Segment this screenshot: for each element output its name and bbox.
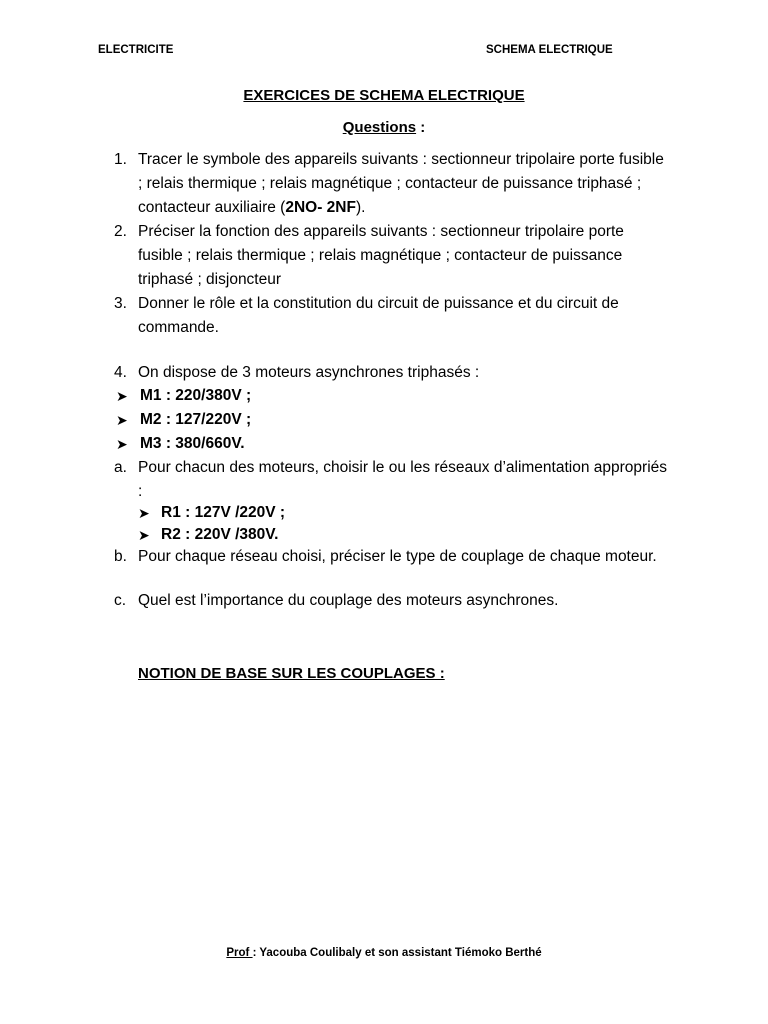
list-item-1-bold: 2NO- 2NF bbox=[285, 199, 356, 216]
network-1-text: R1 : 127V /220V ; bbox=[161, 504, 286, 521]
page-title bbox=[0, 87, 768, 104]
arrow-bullet-icon: ➤ bbox=[116, 388, 128, 404]
page-title-text: EXERCICES DE SCHEMA ELECTRIQUE bbox=[243, 87, 525, 104]
list-item-1-main: Tracer le symbole des appareils suivants : sectionneur tripolaire porte fusible ; relais thermique ; relais magnétique ; contacteur de puissance triphasé ; contacteur auxiliaire ( bbox=[138, 151, 664, 216]
sub-item-b-text: Pour chaque réseau choisi, préciser le type de couplage de chaque moteur. bbox=[138, 548, 657, 565]
motor-1-text: M1 : 220/380V ; bbox=[140, 387, 252, 404]
section-title: NOTION DE BASE SUR LES COUPLAGES : bbox=[138, 665, 445, 682]
sub-item-a-text: Pour chacun des moteurs, choisir le ou les réseaux d’alimentation appropriés : bbox=[138, 459, 668, 500]
sub-marker-b: b. bbox=[114, 548, 127, 565]
questions-colon: : bbox=[416, 119, 426, 136]
sub-marker-a: a. bbox=[114, 459, 127, 476]
footer-text: : Yacouba Coulibaly et son assistant Tiémoko Berthé bbox=[252, 947, 542, 959]
list-marker-1: 1. bbox=[114, 151, 127, 168]
footer-label: Prof bbox=[226, 947, 253, 959]
header-right: SCHEMA ELECTRIQUE bbox=[486, 44, 613, 56]
sub-item-c-text: Quel est l’importance du couplage des moteurs asynchrones. bbox=[138, 592, 559, 609]
arrow-bullet-icon: ➤ bbox=[138, 527, 150, 543]
network-2-text: R2 : 220V /380V. bbox=[161, 526, 279, 543]
questions-heading bbox=[0, 119, 768, 136]
arrow-bullet-icon: ➤ bbox=[116, 412, 128, 428]
questions-label: Questions bbox=[342, 119, 417, 136]
footer bbox=[0, 947, 768, 959]
list-marker-3: 3. bbox=[114, 295, 127, 312]
list-marker-4: 4. bbox=[114, 364, 127, 381]
list-item-1-text bbox=[138, 148, 668, 220]
motor-3-text: M3 : 380/660V. bbox=[140, 435, 245, 452]
arrow-bullet-icon: ➤ bbox=[138, 505, 150, 521]
header-left: ELECTRICITE bbox=[98, 44, 174, 56]
list-item-2-text: Préciser la fonction des appareils suivants : sectionneur tripolaire porte fusible ; relais thermique ; relais magnétique ; contacteur de puissance triphasé ; disjoncteur bbox=[138, 223, 624, 288]
list-item-4-text: On dispose de 3 moteurs asynchrones triphasés : bbox=[138, 364, 480, 381]
motor-2-text: M2 : 127/220V ; bbox=[140, 411, 252, 428]
list-item-1-after: ). bbox=[355, 199, 366, 216]
list-item-3-text: Donner le rôle et la constitution du circuit de puissance et du circuit de commande. bbox=[138, 295, 619, 336]
sub-marker-c: c. bbox=[114, 592, 127, 609]
list-marker-2: 2. bbox=[114, 223, 127, 240]
arrow-bullet-icon: ➤ bbox=[116, 436, 128, 452]
